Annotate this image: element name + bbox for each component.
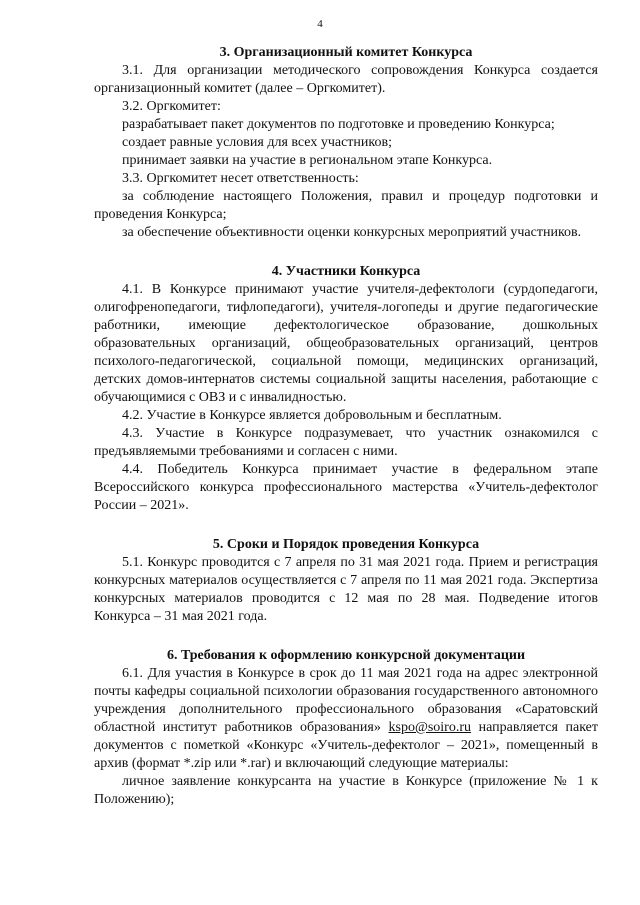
page-number: 4: [317, 18, 323, 30]
paragraph-6-1-text-start: 6.1. Для участия в Конкурсе в срок до 11 мая 2021 года на адрес электронной почты кафедры социальной психологии образования государственного автономного учреждения дополнительного профессионального образования «Саратовский областной институт работников образования»: [94, 666, 598, 735]
paragraph-3-2: 3.2. Оргкомитет:: [122, 99, 221, 114]
section-3: [94, 44, 598, 242]
paragraph-6-1-text-end: направляется пакет документов с пометкой «Конкурс «Учитель-дефектолог – 2021», помещенный в архив (формат *.zip или *.rar) и включающий следующие материалы:: [94, 720, 599, 771]
section-4-title: 4. Участники Конкурса: [271, 264, 421, 279]
document-body: [94, 44, 598, 809]
email-link[interactable]: kspo@soiro.ru: [388, 720, 472, 735]
paragraph-4-3: 4.3. Участие в Конкурсе подразумевает, что участник ознакомился с предъявляемыми требованиями и согласен с ними.: [94, 426, 598, 459]
section-6: [94, 647, 598, 809]
paragraph-3-3-a: за соблюдение настоящего Положения, правил и процедур подготовки и проведения Конкурса;: [94, 189, 598, 222]
paragraph-3-2-b: создает равные условия для всех участников;: [122, 135, 392, 150]
section-6-title: 6. Требования к оформлению конкурсной документации: [166, 648, 526, 663]
paragraph-5-1: 5.1. Конкурс проводится с 7 апреля по 31 мая 2021 года. Прием и регистрация конкурсных материалов осуществляется с 7 апреля по 11 мая 2021 года. Экспертиза конкурсных материалов проводится с 12 мая по 28 мая. Подведение итогов Конкурса – 31 мая 2021 года.: [94, 555, 598, 624]
paragraph-4-4: 4.4. Победитель Конкурса принимает участие в федеральном этапе Всероссийского конкурса профессионального мастерства «Учитель-дефектолог России – 2021».: [94, 462, 598, 513]
paragraph-3-2-c: принимает заявки на участие в региональном этапе Конкурса.: [122, 153, 493, 168]
section-3-title: 3. Организационный комитет Конкурса: [219, 45, 473, 60]
paragraph-6-1: [94, 665, 598, 773]
section-5: [94, 536, 598, 626]
paragraph-3-2-a: разрабатывает пакет документов по подготовке и проведению Конкурса;: [122, 117, 555, 132]
section-4: [94, 263, 598, 515]
paragraph-3-3: 3.3. Оргкомитет несет ответственность:: [122, 171, 359, 186]
paragraph-4-1: 4.1. В Конкурсе принимают участие учителя-дефектологи (сурдопедагоги, олигофренопедагоги, тифлопедагоги), учителя-логопеды и другие педагогические работники, имеющие дефектологическое образование, дошкольных образовательных организаций, общеобразовательных организаций, центров психолого-педагогической, социальной помощи, медицинских организаций, детских домов-интернатов системы социальной защиты населения, работающие с обучающимися с ОВЗ и с инвалидностью.: [94, 282, 598, 405]
section-5-title: 5. Сроки и Порядок проведения Конкурса: [212, 537, 480, 552]
paragraph-6-1-a: личное заявление конкурсанта на участие в Конкурсе (приложение № 1 к Положению);: [94, 774, 598, 807]
paragraph-3-1: 3.1. Для организации методического сопровождения Конкурса создается организационный комитет (далее – Оргкомитет).: [94, 63, 598, 96]
paragraph-3-3-b: за обеспечение объективности оценки конкурсных мероприятий участников.: [122, 225, 582, 240]
paragraph-4-2: 4.2. Участие в Конкурсе является добровольным и бесплатным.: [122, 408, 502, 423]
